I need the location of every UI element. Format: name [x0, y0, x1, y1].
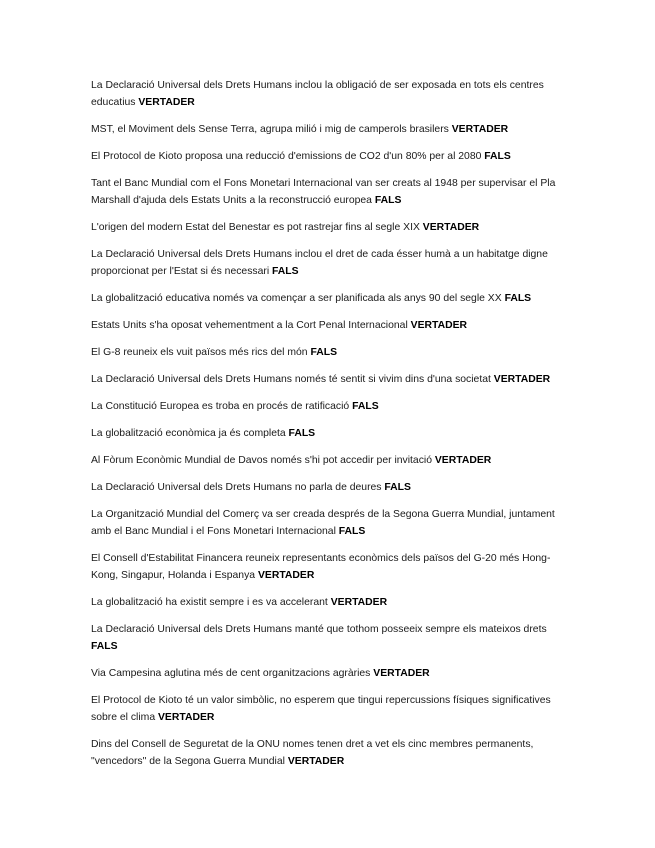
statement-answer: FALS: [288, 428, 316, 439]
statement-answer: VERTADER: [158, 712, 215, 723]
statement-text: La globalització ha existit sempre i es va accelerant: [91, 597, 328, 608]
statement-item: [91, 317, 571, 334]
statement-item: [91, 121, 571, 138]
statement-text: Via Campesina aglutina més de cent organitzacions agràries: [91, 668, 371, 679]
statement-answer: VERTADER: [330, 597, 388, 608]
statement-answer: VERTADER: [257, 570, 315, 581]
statement-item: [91, 479, 571, 496]
statement-text: El G-8 reuneix els vuit països més rics del món: [91, 347, 308, 358]
statement-item: [91, 371, 571, 388]
statement-item: [91, 736, 571, 770]
statement-text: La Declaració Universal dels Drets Humans només té sentit si vivim dins d'una societat: [91, 374, 491, 385]
statement-text: Tant el Banc Mundial com el Fons Monetari Internacional van ser creats al 1948 per supervisar el Pla Marshall d'ajuda dels Estats Units a la reconstrucció europea: [91, 178, 556, 206]
statement-answer: FALS: [338, 526, 366, 537]
statement-item: [91, 290, 571, 307]
statement-text: La Declaració Universal dels Drets Humans no parla de deures: [91, 482, 382, 493]
statement-answer: FALS: [352, 401, 379, 412]
statement-item: [91, 621, 571, 655]
statement-text: La Constitució Europea es troba en procés de ratificació: [91, 401, 350, 412]
statement-answer: FALS: [91, 641, 118, 652]
statement-item: [91, 506, 571, 540]
statement-item: [91, 175, 571, 209]
statement-list: [91, 77, 571, 780]
statement-item: [91, 452, 571, 469]
statement-text: La globalització educativa només va començar a ser planificada als anys 90 del segle XX: [91, 293, 502, 304]
statement-answer: VERTADER: [422, 222, 480, 233]
statement-answer: VERTADER: [451, 124, 509, 135]
statement-answer: VERTADER: [493, 374, 551, 385]
statement-text: Al Fòrum Econòmic Mundial de Davos només s'hi pot accedir per invitació: [91, 455, 432, 466]
statement-item: [91, 344, 571, 361]
statement-text: Estats Units s'ha oposat vehementment a la Cort Penal Internacional: [91, 320, 408, 331]
statement-item: [91, 246, 571, 280]
statement-item: [91, 148, 571, 165]
statement-item: [91, 77, 571, 111]
statement-item: [91, 550, 571, 584]
statement-answer: FALS: [374, 195, 402, 206]
statement-answer: VERTADER: [434, 455, 492, 466]
statement-text: La globalització econòmica ja és completa: [91, 428, 286, 439]
statement-answer: VERTADER: [138, 97, 195, 108]
statement-answer: VERTADER: [410, 320, 468, 331]
statement-text: MST, el Moviment dels Sense Terra, agrupa milió i mig de camperols brasilers: [91, 124, 449, 135]
statement-text: La Declaració Universal dels Drets Humans manté que tothom posseeix sempre els mateixos drets: [91, 624, 547, 635]
statement-answer: FALS: [310, 347, 338, 358]
statement-text: El Protocol de Kioto proposa una reducció d'emissions de CO2 d'un 80% per al 2080: [91, 151, 482, 162]
statement-answer: FALS: [384, 482, 411, 493]
statement-answer: FALS: [504, 293, 532, 304]
statement-item: [91, 425, 571, 442]
statement-text: La Organització Mundial del Comerç va ser creada després de la Segona Guerra Mundial, juntament amb el Banc Mundial i el Fons Monetari Internacional: [91, 509, 555, 537]
statement-text: El Protocol de Kioto té un valor simbòlic, no esperem que tingui repercussions físiques significatives sobre el clima: [91, 695, 551, 723]
statement-text: Dins del Consell de Seguretat de la ONU nomes tenen dret a vet els cinc membres permanents, "vencedors" de la Segona Guerra Mundial: [91, 739, 534, 767]
statement-answer: FALS: [484, 151, 511, 162]
statement-item: [91, 219, 571, 236]
statement-text: El Consell d'Estabilitat Financera reuneix representants econòmics dels països del G-20 més Hong-Kong, Singapur, Holanda i Espanya: [91, 553, 551, 581]
statement-answer: FALS: [272, 266, 299, 277]
statement-text: La Declaració Universal dels Drets Humans inclou el dret de cada ésser humà a un habitatge digne proporcionat per l'Estat si és necessari: [91, 249, 548, 277]
statement-item: [91, 594, 571, 611]
statement-answer: VERTADER: [373, 668, 430, 679]
statement-item: [91, 692, 571, 726]
statement-text: L'origen del modern Estat del Benestar es pot rastrejar fins al segle XIX: [91, 222, 420, 233]
statement-answer: VERTADER: [287, 756, 345, 767]
statement-item: [91, 665, 571, 682]
statement-text: La Declaració Universal dels Drets Humans inclou la obligació de ser exposada en tots els centres educatius: [91, 80, 544, 108]
statement-item: [91, 398, 571, 415]
